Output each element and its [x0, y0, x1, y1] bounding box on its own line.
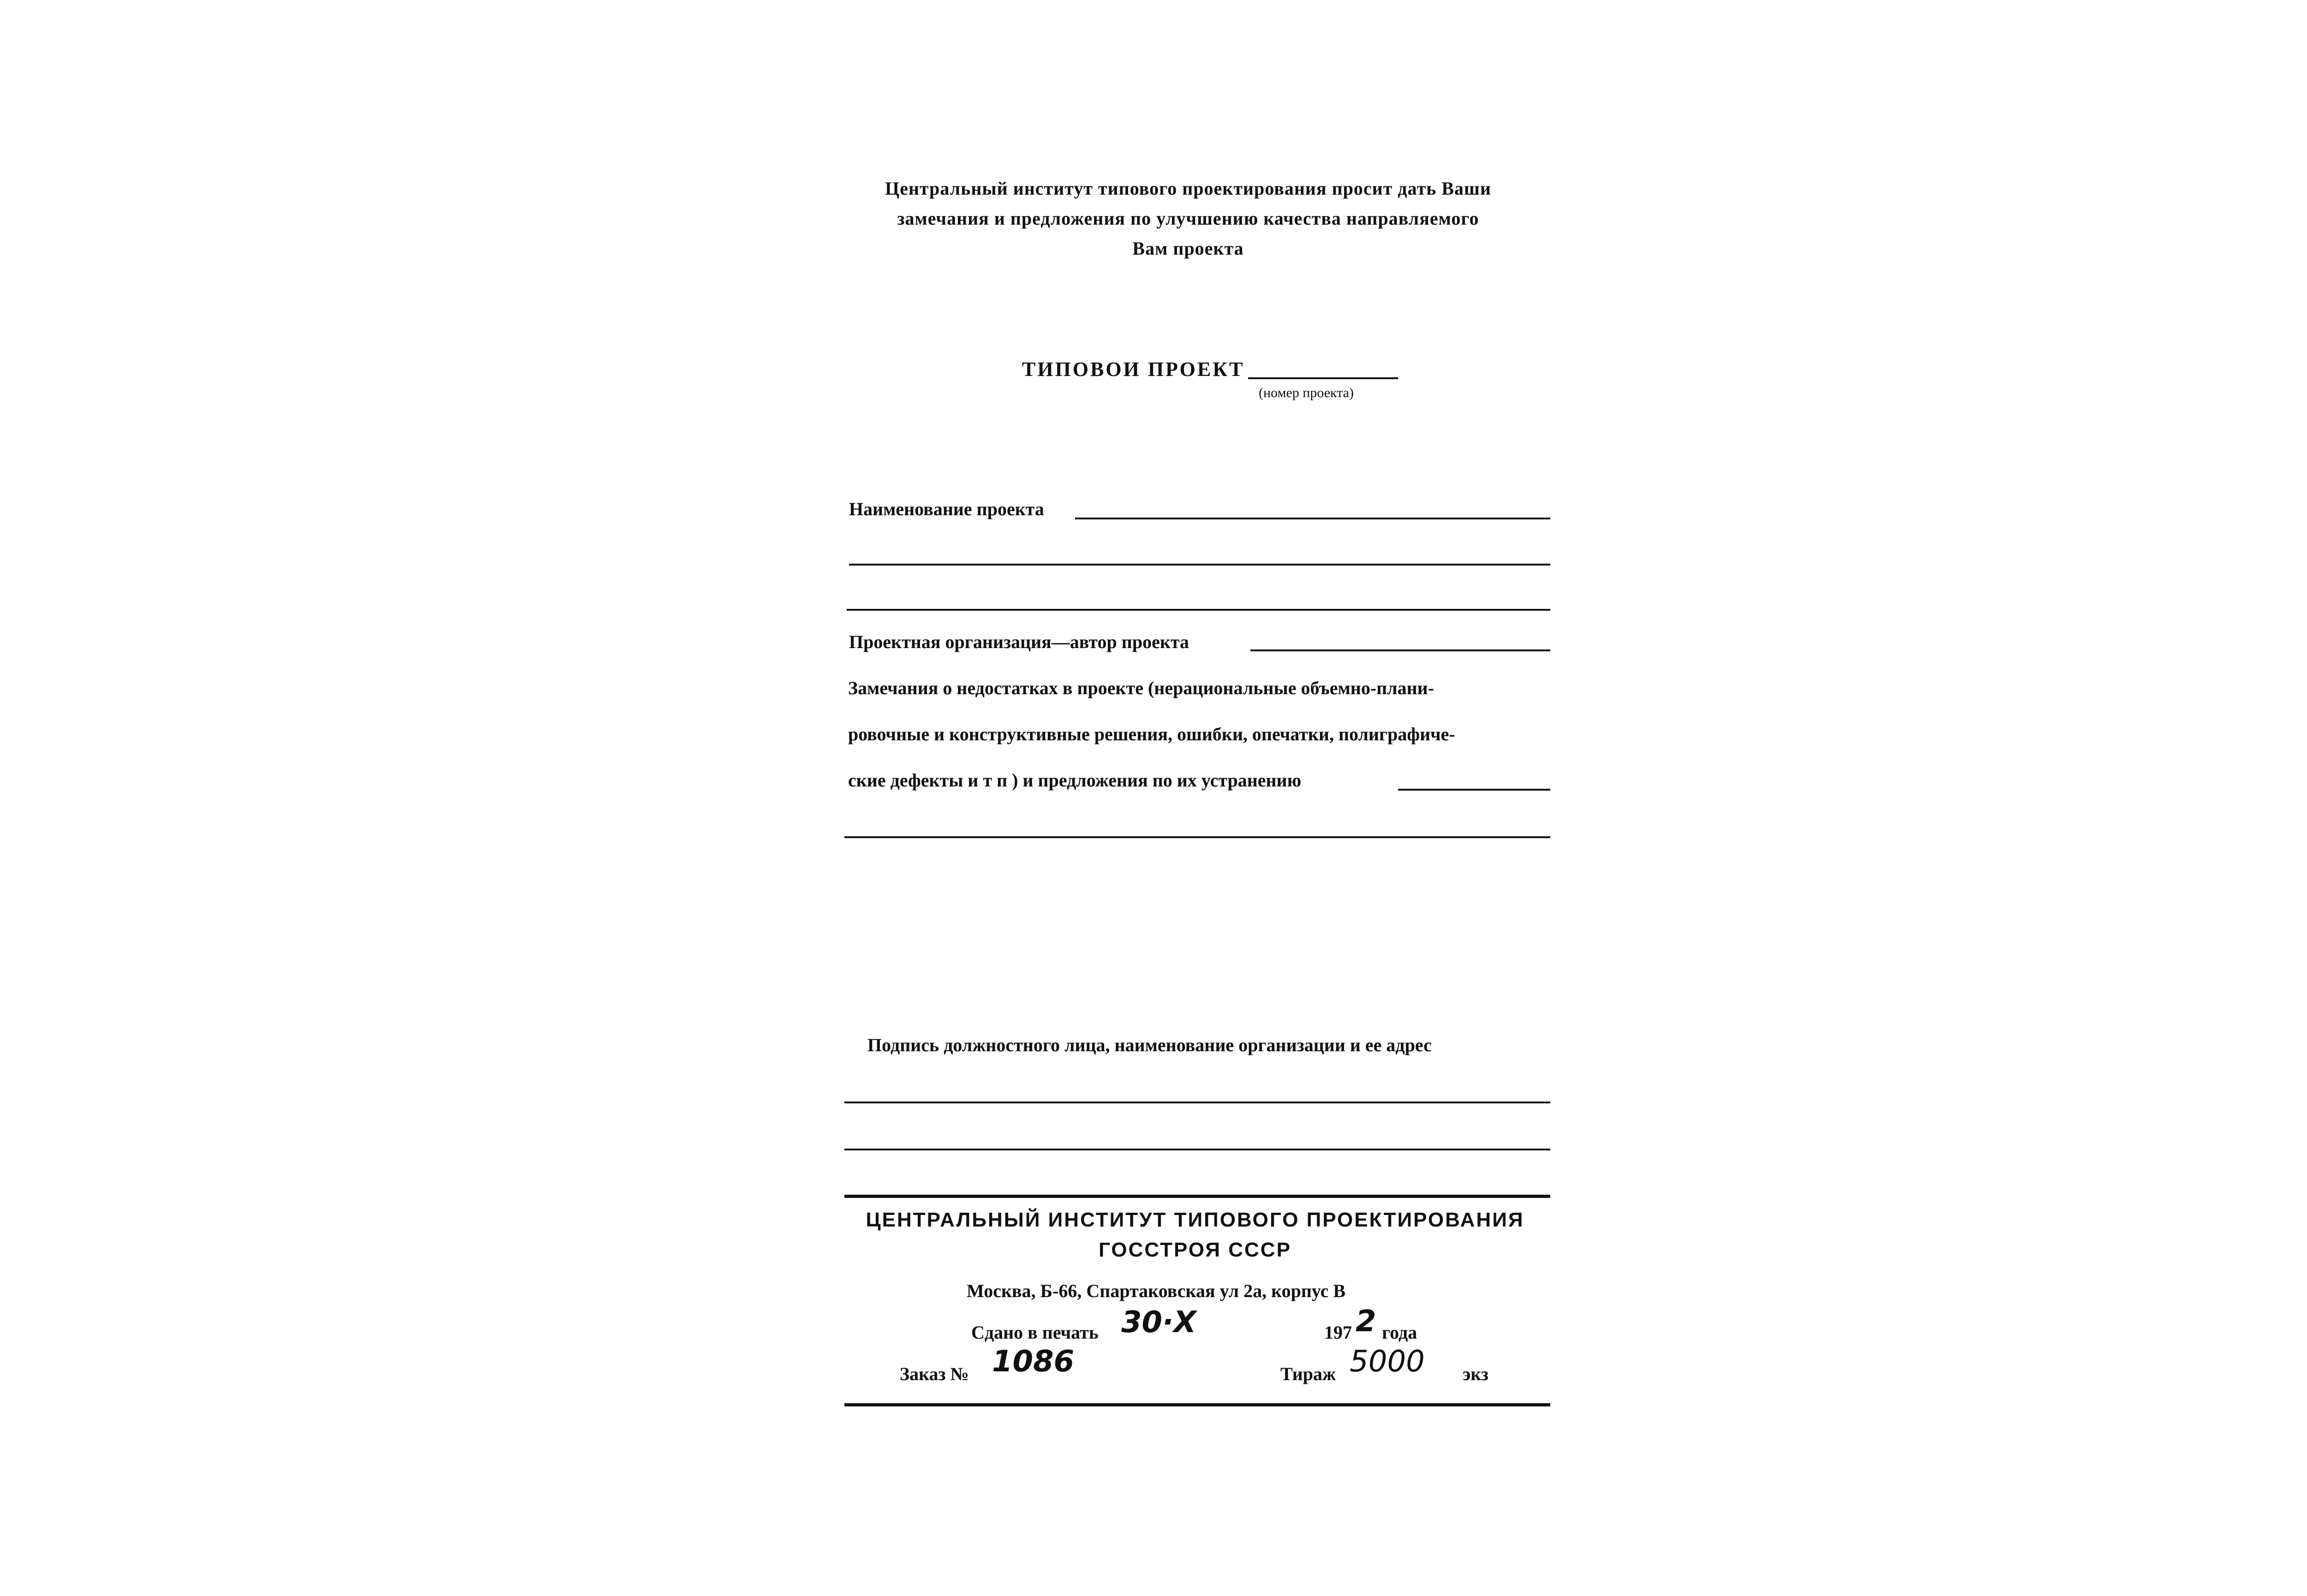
signature-line-2[interactable]	[844, 1149, 1550, 1150]
project-number-caption: (номер проекта)	[1259, 385, 1354, 400]
print-run-label: Тираж	[1280, 1364, 1336, 1384]
signature-label: Подпись должностного лица, наименование организации и ее адрес	[867, 1035, 1432, 1055]
organization-label: Проектная организация—автор проекта	[849, 631, 1189, 652]
print-run-handwritten: 5000	[1350, 1345, 1425, 1379]
year-prefix: 197	[1324, 1322, 1352, 1343]
order-number-handwritten: 1086	[992, 1345, 1075, 1379]
intro-line-3: Вам проекта	[1132, 238, 1244, 259]
project-name-field[interactable]	[1075, 518, 1550, 519]
remarks-field[interactable]	[1398, 789, 1550, 791]
year-digit-handwritten: 2	[1356, 1304, 1376, 1339]
print-date-handwritten: 30·X	[1121, 1305, 1196, 1340]
remarks-line-2[interactable]	[844, 836, 1550, 838]
remarks-text-line-2: ровочные и конструктивные решения, ошибки, опечатки, полиграфиче-	[848, 724, 1455, 744]
project-title: ТИПОВОИ ПРОЕКТ	[1022, 358, 1245, 381]
remarks-text-line-3: ские дефекты и т п ) и предложения по их устранению	[848, 770, 1302, 791]
project-name-line-2[interactable]	[849, 564, 1550, 566]
year-suffix: года	[1382, 1322, 1417, 1343]
print-run-unit: экз	[1463, 1364, 1488, 1384]
order-label: Заказ №	[900, 1364, 969, 1384]
intro-line-1: Центральный институт типового проектирования просит дать Ваши	[885, 178, 1491, 199]
institute-address: Москва, Б-66, Спартаковская ул 2а, корпус В	[967, 1280, 1346, 1301]
project-name-line-3[interactable]	[847, 609, 1550, 611]
agency-name: ГОССТРОЯ СССР	[1099, 1239, 1291, 1261]
institute-name: ЦЕНТРАЛЬНЫЙ ИНСТИТУТ ТИПОВОГО ПРОЕКТИРОВАНИЯ	[866, 1209, 1524, 1231]
project-name-label: Наименование проекта	[849, 499, 1044, 519]
project-number-field[interactable]	[1248, 377, 1398, 379]
signature-line-3[interactable]	[844, 1195, 1550, 1198]
remarks-text-line-1: Замечания о недостатках в проекте (нерациональные объемно-плани-	[848, 678, 1434, 698]
intro-line-2: замечания и предложения по улучшению качества направляемого	[897, 208, 1479, 229]
footer-bottom-rule	[844, 1403, 1550, 1406]
print-date-label: Сдано в печать	[971, 1322, 1099, 1343]
signature-line-1[interactable]	[844, 1102, 1550, 1103]
organization-field[interactable]	[1250, 649, 1550, 651]
